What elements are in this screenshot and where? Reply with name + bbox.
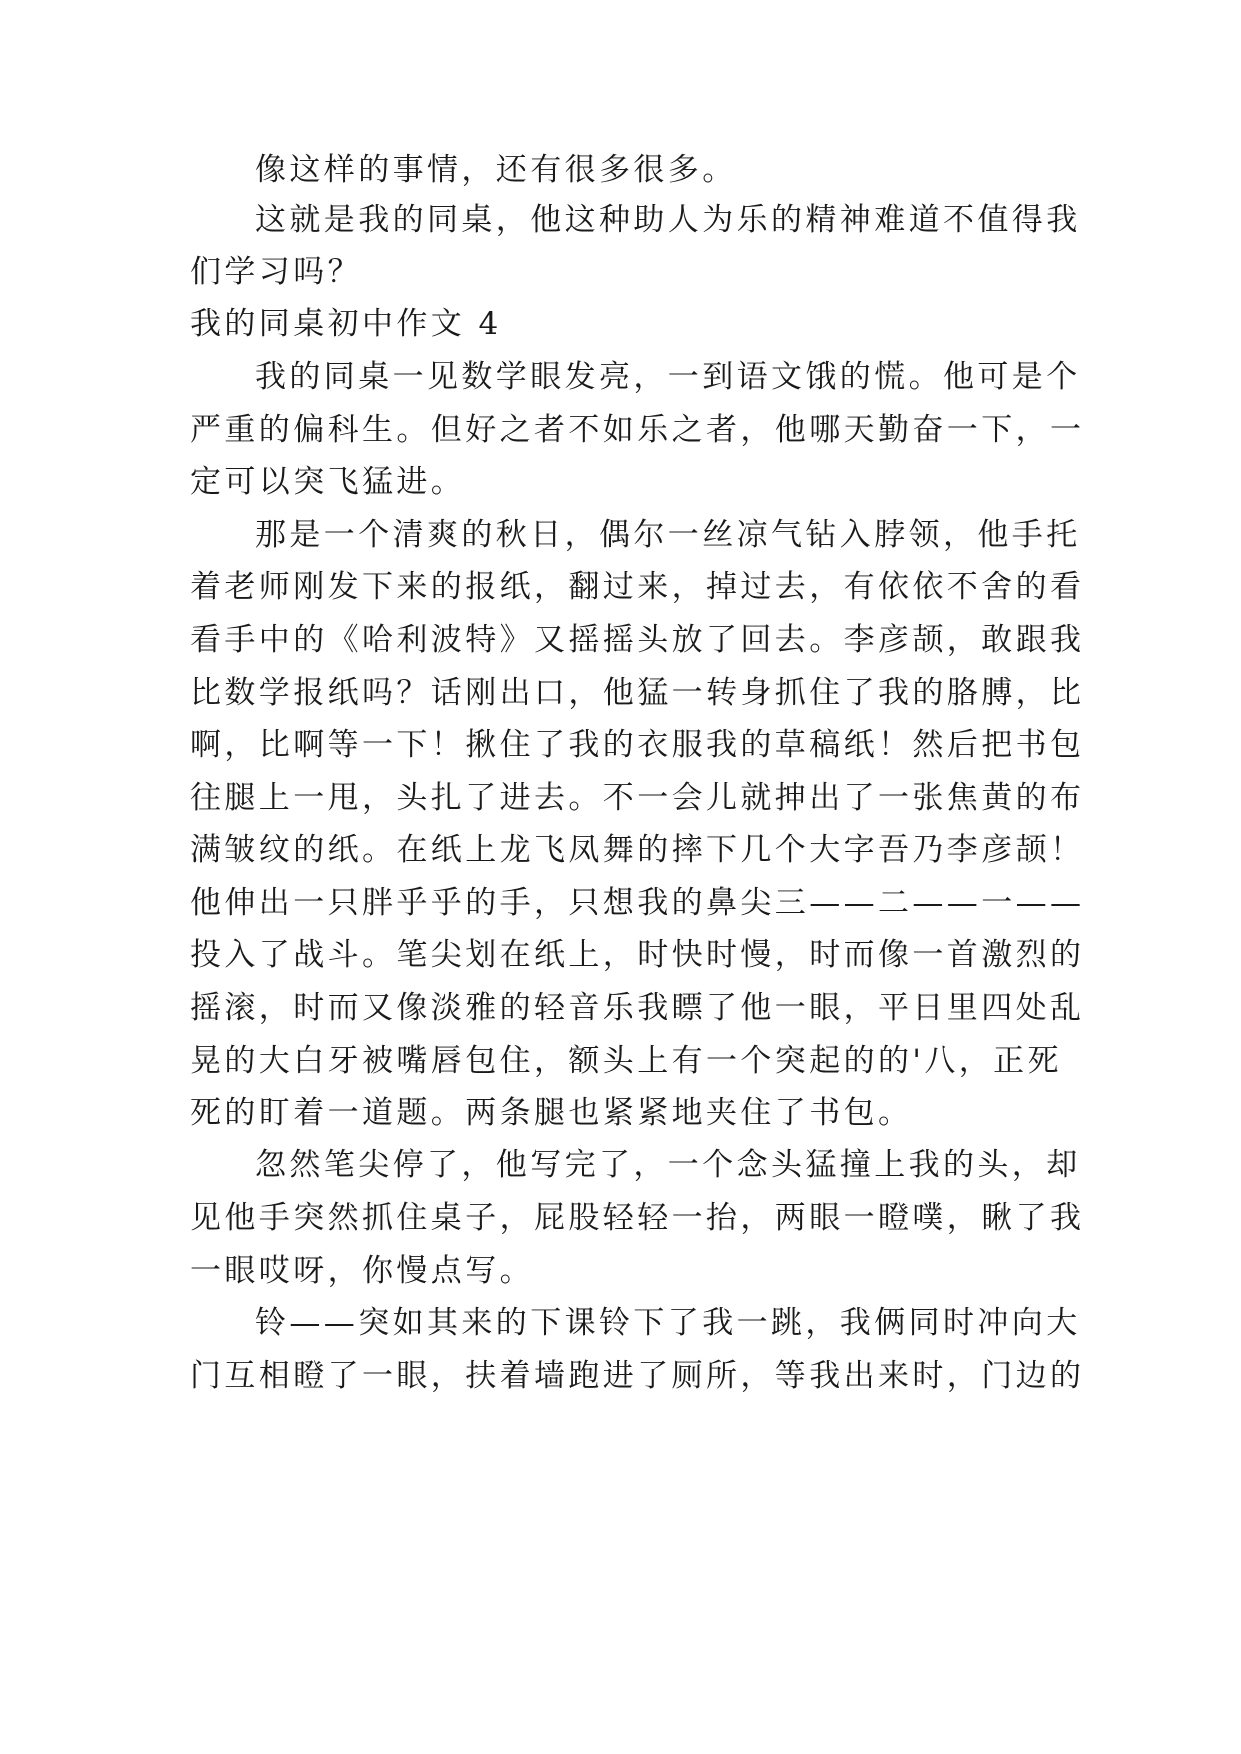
paragraph-line: 着老师刚发下来的报纸，翻过来，掉过去，有依依不舍的看 [190, 569, 1085, 605]
paragraph-line: 这就是我的同桌，他这种助人为乐的精神难道不值得我 [255, 202, 1081, 238]
paragraph-line: 晃的大白牙被嘴唇包住，额头上有一个突起的的'八，正死 [190, 1043, 1062, 1079]
paragraph-line: 铃——突如其来的下课铃下了我一跳，我俩同时冲向大 [255, 1305, 1081, 1341]
paragraph-line: 一眼哎呀，你慢点写。 [190, 1253, 534, 1289]
paragraph-line: 摇滚，时而又像淡雅的轻音乐我瞟了他一眼，平日里四处乱 [190, 990, 1085, 1026]
paragraph-line: 定可以突飞猛进。 [190, 464, 466, 500]
paragraph-line: 他伸出一只胖乎乎的手，只想我的鼻尖三——二——一—— [190, 885, 1085, 921]
paragraph-line: 见他手突然抓住桌子，屁股轻轻一抬，两眼一瞪噗，瞅了我 [190, 1200, 1085, 1236]
paragraph-line: 满皱纹的纸。在纸上龙飞凤舞的摔下几个大字吾乃李彦颉！ [190, 832, 1085, 868]
paragraph-line: 那是一个清爽的秋日，偶尔一丝凉气钻入脖领，他手托 [255, 517, 1081, 553]
paragraph-line: 们学习吗？ [190, 254, 362, 290]
paragraph-line: 像这样的事情，还有很多很多。 [255, 152, 737, 188]
paragraph-line: 我的同桌一见数学眼发亮，一到语文饿的慌。他可是个 [255, 359, 1081, 395]
paragraph-line: 忽然笔尖停了，他写完了，一个念头猛撞上我的头，却 [255, 1147, 1081, 1183]
paragraph-line: 死的盯着一道题。两条腿也紧紧地夹住了书包。 [190, 1095, 913, 1131]
section-heading: 我的同桌初中作文 4 [190, 306, 502, 342]
paragraph-line: 比数学报纸吗？话刚出口，他猛一转身抓住了我的胳膊，比 [190, 675, 1085, 711]
paragraph-line: 往腿上一甩，头扎了进去。不一会儿就抻出了一张焦黄的布 [190, 780, 1085, 816]
paragraph-line: 啊，比啊等一下！揪住了我的衣服我的草稿纸！然后把书包 [190, 727, 1085, 763]
paragraph-line: 门互相瞪了一眼，扶着墙跑进了厕所，等我出来时，门边的 [190, 1358, 1085, 1394]
paragraph-line: 投入了战斗。笔尖划在纸上，时快时慢，时而像一首激烈的 [190, 937, 1085, 973]
paragraph-line: 严重的偏科生。但好之者不如乐之者，他哪天勤奋一下，一 [190, 412, 1085, 448]
paragraph-line: 看手中的《哈利波特》又摇摇头放了回去。李彦颉，敢跟我 [190, 622, 1085, 658]
